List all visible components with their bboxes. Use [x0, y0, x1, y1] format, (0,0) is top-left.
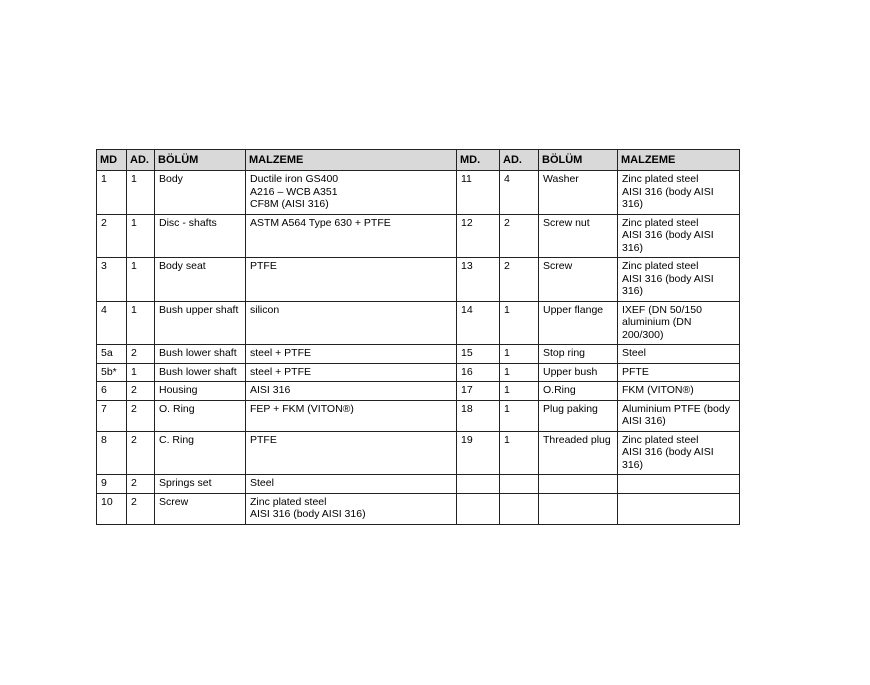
- cell-ad-left: 1: [127, 171, 155, 215]
- table-row: [97, 382, 740, 401]
- cell-ad-left: 2: [127, 382, 155, 401]
- cell-ad-right: 4: [500, 171, 539, 215]
- cell-part-right: Screw: [539, 258, 618, 302]
- cell-ad-right: 1: [500, 363, 539, 382]
- cell-part-left: Disc - shafts: [155, 214, 246, 258]
- cell-md-left: 4: [97, 301, 127, 345]
- cell-material-right: Zinc plated steel AISI 316 (body AISI 316): [618, 171, 740, 215]
- cell-md-right: 18: [457, 400, 500, 431]
- cell-part-right: Threaded plug: [539, 431, 618, 475]
- cell-part-right: [539, 475, 618, 494]
- cell-ad-right: [500, 493, 539, 524]
- header-md: MD: [97, 150, 127, 171]
- cell-md-right: 14: [457, 301, 500, 345]
- parts-table: [96, 149, 740, 525]
- cell-material-left: steel + PTFE: [246, 345, 457, 364]
- cell-part-right: Stop ring: [539, 345, 618, 364]
- cell-md-left: 7: [97, 400, 127, 431]
- cell-ad-right: 1: [500, 382, 539, 401]
- cell-material-right: PFTE: [618, 363, 740, 382]
- cell-md-right: 16: [457, 363, 500, 382]
- cell-part-left: Springs set: [155, 475, 246, 494]
- cell-ad-right: [500, 475, 539, 494]
- cell-md-left: 5b*: [97, 363, 127, 382]
- cell-md-right: [457, 475, 500, 494]
- table-row: [97, 431, 740, 475]
- cell-part-left: C. Ring: [155, 431, 246, 475]
- cell-ad-right: 1: [500, 431, 539, 475]
- table-row: [97, 258, 740, 302]
- cell-material-right: IXEF (DN 50/150 aluminium (DN 200/300): [618, 301, 740, 345]
- header-ad-right: AD.: [500, 150, 539, 171]
- cell-material-right: Zinc plated steel AISI 316 (body AISI 316): [618, 431, 740, 475]
- cell-md-left: 10: [97, 493, 127, 524]
- cell-part-right: Upper bush: [539, 363, 618, 382]
- cell-material-left: silicon: [246, 301, 457, 345]
- cell-ad-left: 2: [127, 431, 155, 475]
- table-row: [97, 214, 740, 258]
- header-bolum: BÖLÜM: [155, 150, 246, 171]
- cell-part-right: O.Ring: [539, 382, 618, 401]
- cell-ad-right: 2: [500, 214, 539, 258]
- cell-ad-right: 2: [500, 258, 539, 302]
- cell-ad-right: 1: [500, 301, 539, 345]
- cell-material-left: steel + PTFE: [246, 363, 457, 382]
- cell-md-right: 15: [457, 345, 500, 364]
- cell-ad-left: 1: [127, 258, 155, 302]
- cell-ad-left: 1: [127, 363, 155, 382]
- table-row: [97, 475, 740, 494]
- cell-part-left: Bush upper shaft: [155, 301, 246, 345]
- table-body: [97, 171, 740, 525]
- cell-md-right: 17: [457, 382, 500, 401]
- cell-part-right: Plug paking: [539, 400, 618, 431]
- cell-material-right: Zinc plated steel AISI 316 (body AISI 316): [618, 214, 740, 258]
- cell-part-right: Screw nut: [539, 214, 618, 258]
- cell-ad-left: 2: [127, 493, 155, 524]
- cell-ad-left: 2: [127, 475, 155, 494]
- header-row: [97, 150, 740, 171]
- cell-material-left: ASTM A564 Type 630 + PTFE: [246, 214, 457, 258]
- cell-material-left: Ductile iron GS400 A216 – WCB A351 CF8M (AISI 316): [246, 171, 457, 215]
- cell-material-left: PTFE: [246, 431, 457, 475]
- cell-md-right: 12: [457, 214, 500, 258]
- cell-material-left: AISI 316: [246, 382, 457, 401]
- table-header: [97, 150, 740, 171]
- cell-part-right: Upper flange: [539, 301, 618, 345]
- header-malzeme: MALZEME: [246, 150, 457, 171]
- cell-ad-left: 2: [127, 345, 155, 364]
- cell-part-left: Body: [155, 171, 246, 215]
- cell-ad-left: 1: [127, 301, 155, 345]
- cell-ad-right: 1: [500, 345, 539, 364]
- cell-part-right: [539, 493, 618, 524]
- header-malzeme-right: MALZEME: [618, 150, 740, 171]
- table-row: [97, 400, 740, 431]
- table-row: [97, 301, 740, 345]
- cell-material-right: [618, 475, 740, 494]
- table-row: [97, 345, 740, 364]
- cell-md-right: 13: [457, 258, 500, 302]
- cell-md-left: 8: [97, 431, 127, 475]
- cell-md-right: [457, 493, 500, 524]
- cell-material-left: FEP + FKM (VITON®): [246, 400, 457, 431]
- table-row: [97, 493, 740, 524]
- table-row: [97, 363, 740, 382]
- cell-part-left: Bush lower shaft: [155, 363, 246, 382]
- cell-material-right: Aluminium PTFE (body AISI 316): [618, 400, 740, 431]
- cell-material-left: Zinc plated steel AISI 316 (body AISI 316): [246, 493, 457, 524]
- header-md-right: MD.: [457, 150, 500, 171]
- cell-material-right: Steel: [618, 345, 740, 364]
- cell-md-left: 9: [97, 475, 127, 494]
- cell-ad-left: 1: [127, 214, 155, 258]
- cell-md-left: 6: [97, 382, 127, 401]
- cell-material-right: FKM (VITON®): [618, 382, 740, 401]
- cell-material-right: Zinc plated steel AISI 316 (body AISI 316): [618, 258, 740, 302]
- cell-ad-right: 1: [500, 400, 539, 431]
- header-bolum-right: BÖLÜM: [539, 150, 618, 171]
- table-row: [97, 171, 740, 215]
- cell-part-left: Bush lower shaft: [155, 345, 246, 364]
- header-ad: AD.: [127, 150, 155, 171]
- cell-material-right: [618, 493, 740, 524]
- cell-part-left: O. Ring: [155, 400, 246, 431]
- cell-part-left: Screw: [155, 493, 246, 524]
- cell-part-left: Housing: [155, 382, 246, 401]
- cell-md-right: 11: [457, 171, 500, 215]
- cell-material-left: PTFE: [246, 258, 457, 302]
- cell-material-left: Steel: [246, 475, 457, 494]
- cell-part-right: Washer: [539, 171, 618, 215]
- cell-md-left: 5a: [97, 345, 127, 364]
- cell-md-left: 2: [97, 214, 127, 258]
- cell-ad-left: 2: [127, 400, 155, 431]
- cell-part-left: Body seat: [155, 258, 246, 302]
- cell-md-left: 1: [97, 171, 127, 215]
- cell-md-left: 3: [97, 258, 127, 302]
- cell-md-right: 19: [457, 431, 500, 475]
